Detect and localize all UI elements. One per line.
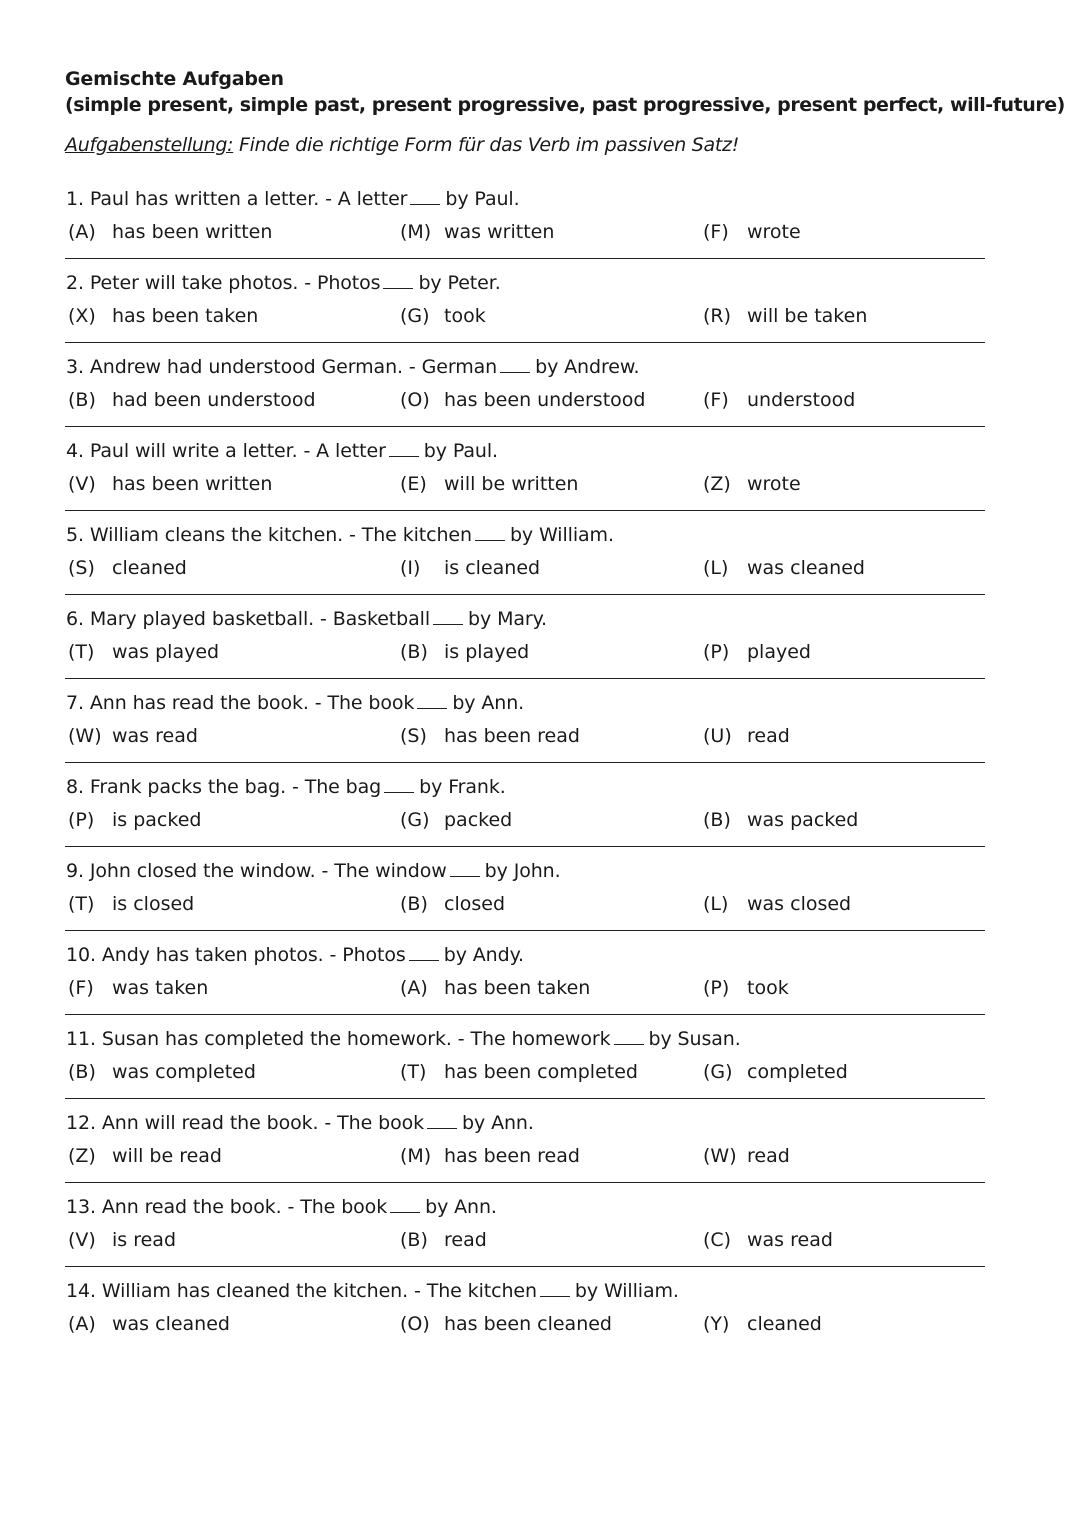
answer-option [703, 639, 811, 665]
question-text: 9. John closed the window. - The window [66, 860, 447, 882]
question-agent: by Ann. [452, 692, 525, 714]
question-sentence [66, 522, 614, 548]
option-text: wrote [747, 221, 801, 243]
answer-option [400, 639, 529, 665]
question-text: 7. Ann has read the book. - The book [66, 692, 415, 714]
question-item [65, 1278, 985, 1350]
question-sentence [66, 858, 561, 884]
answer-option [68, 891, 194, 917]
task-text: Finde die richtige Form für das Verb im passiven Satz! [233, 134, 740, 156]
answer-blank [390, 1196, 420, 1213]
question-item [65, 942, 985, 1015]
option-text: was packed [747, 809, 859, 831]
option-text: read [444, 1229, 487, 1251]
answer-option [68, 219, 272, 245]
option-letter: (I) [400, 557, 421, 579]
option-text: is played [444, 641, 530, 663]
option-text: has been written [112, 473, 273, 495]
answer-option [68, 387, 316, 413]
question-sentence [66, 606, 547, 632]
answer-option [68, 1311, 230, 1337]
question-agent: by Paul. [423, 440, 498, 462]
answer-option [400, 555, 540, 581]
answer-blank [383, 272, 413, 289]
option-letter: (O) [400, 389, 430, 411]
question-item [65, 186, 985, 259]
answer-option [400, 219, 554, 245]
answer-blank [540, 1280, 570, 1297]
question-agent: by Frank. [419, 776, 506, 798]
answer-option [68, 975, 208, 1001]
option-letter: (M) [400, 1145, 432, 1167]
question-item [65, 1110, 985, 1183]
answer-option [400, 807, 512, 833]
option-text: cleaned [112, 557, 187, 579]
option-letter: (P) [703, 977, 730, 999]
option-text: has been taken [112, 305, 259, 327]
option-letter: (S) [400, 725, 427, 747]
task-label: Aufgabenstellung: [65, 134, 234, 156]
option-letter: (B) [703, 809, 731, 831]
question-text: 11. Susan has completed the homework. - The homework [66, 1028, 611, 1050]
answer-option [703, 1311, 822, 1337]
option-letter: (F) [703, 389, 729, 411]
answer-option [400, 723, 580, 749]
option-letter: (G) [703, 1061, 733, 1083]
question-item [65, 522, 985, 595]
question-sentence [66, 690, 524, 716]
option-letter: (F) [68, 977, 94, 999]
question-text: 6. Mary played basketball. - Basketball [66, 608, 431, 630]
answer-blank [614, 1028, 644, 1045]
option-letter: (A) [68, 1313, 96, 1335]
option-letter: (A) [68, 221, 96, 243]
option-text: has been completed [444, 1061, 638, 1083]
answer-option [68, 723, 198, 749]
option-text: was played [112, 641, 220, 663]
question-sentence [66, 1194, 497, 1220]
option-text: cleaned [747, 1313, 822, 1335]
question-text: 2. Peter will take photos. - Photos [66, 272, 381, 294]
option-text: was closed [747, 893, 852, 915]
question-text: 10. Andy has taken photos. - Photos [66, 944, 406, 966]
question-item [65, 1194, 985, 1267]
answer-blank [389, 440, 419, 457]
option-letter: (O) [400, 1313, 430, 1335]
question-agent: by Mary. [468, 608, 547, 630]
option-text: had been understood [112, 389, 316, 411]
answer-option [703, 1227, 833, 1253]
question-agent: by William. [509, 524, 614, 546]
option-letter: (T) [68, 893, 95, 915]
answer-option [68, 807, 201, 833]
option-text: was cleaned [112, 1313, 230, 1335]
option-letter: (A) [400, 977, 428, 999]
option-letter: (P) [703, 641, 730, 663]
question-sentence [66, 186, 520, 212]
answer-option [703, 219, 801, 245]
option-text: played [747, 641, 811, 663]
option-letter: (W) [703, 1145, 737, 1167]
option-text: completed [747, 1061, 848, 1083]
answer-option [703, 807, 858, 833]
option-text: will be read [112, 1145, 222, 1167]
answer-option [68, 1227, 176, 1253]
answer-option [68, 1143, 222, 1169]
option-letter: (U) [703, 725, 732, 747]
answer-option [703, 387, 855, 413]
question-sentence [66, 1026, 741, 1052]
answer-blank [384, 776, 414, 793]
answer-option [703, 975, 789, 1001]
option-text: will be written [444, 473, 579, 495]
option-letter: (V) [68, 473, 96, 495]
option-text: is packed [112, 809, 202, 831]
option-text: has been taken [444, 977, 591, 999]
question-sentence [66, 942, 524, 968]
answer-blank [417, 692, 447, 709]
answer-option [703, 1059, 848, 1085]
option-text: will be taken [747, 305, 868, 327]
option-text: understood [747, 389, 856, 411]
option-letter: (V) [68, 1229, 96, 1251]
option-letter: (L) [703, 893, 729, 915]
option-text: has been understood [444, 389, 646, 411]
answer-option [400, 1143, 580, 1169]
answer-option [400, 1227, 487, 1253]
answer-option [68, 639, 219, 665]
question-text: 13. Ann read the book. - The book [66, 1196, 388, 1218]
answer-option [703, 303, 867, 329]
answer-option [703, 723, 790, 749]
answer-option [68, 1059, 256, 1085]
option-text: read [747, 1145, 790, 1167]
answer-option [68, 471, 272, 497]
option-letter: (E) [400, 473, 427, 495]
answer-option [703, 891, 851, 917]
option-letter: (B) [400, 893, 428, 915]
question-item [65, 354, 985, 427]
answer-option [400, 303, 486, 329]
worksheet-page [65, 66, 1065, 1361]
question-sentence [66, 354, 639, 380]
option-text: is cleaned [444, 557, 541, 579]
option-letter: (G) [400, 305, 430, 327]
option-letter: (C) [703, 1229, 732, 1251]
question-text: 14. William has cleaned the kitchen. - The kitchen [66, 1280, 537, 1302]
answer-option [400, 975, 590, 1001]
question-item [65, 690, 985, 763]
option-letter: (W) [68, 725, 102, 747]
question-agent: by Susan. [648, 1028, 741, 1050]
question-sentence [66, 1278, 679, 1304]
answer-option [400, 471, 578, 497]
option-letter: (B) [400, 1229, 428, 1251]
question-item [65, 270, 985, 343]
worksheet-subtitle: (simple present, simple past, present progressive, past progressive, present perfect, will-future) [65, 94, 1065, 116]
question-agent: by Paul. [445, 188, 520, 210]
question-agent: by Ann. [425, 1196, 497, 1218]
option-text: was cleaned [747, 557, 865, 579]
answer-blank [410, 188, 440, 205]
answer-option [400, 387, 645, 413]
option-text: packed [444, 809, 513, 831]
question-agent: by William. [574, 1280, 679, 1302]
question-text: 3. Andrew had understood German. - German [66, 356, 498, 378]
question-item [65, 858, 985, 931]
question-list [65, 186, 985, 1350]
answer-option [400, 1059, 638, 1085]
question-agent: by Peter. [418, 272, 501, 294]
question-text: 8. Frank packs the bag. - The bag [66, 776, 382, 798]
option-letter: (B) [68, 1061, 96, 1083]
question-sentence [66, 1110, 534, 1136]
option-letter: (G) [400, 809, 430, 831]
question-item [65, 606, 985, 679]
question-sentence [66, 438, 498, 464]
option-text: has been read [444, 725, 580, 747]
answer-option [400, 1311, 612, 1337]
question-agent: by John. [484, 860, 561, 882]
option-letter: (Z) [703, 473, 731, 495]
option-letter: (L) [703, 557, 729, 579]
option-letter: (P) [68, 809, 95, 831]
option-letter: (B) [400, 641, 428, 663]
option-text: has been read [444, 1145, 580, 1167]
option-letter: (T) [400, 1061, 427, 1083]
answer-option [68, 303, 258, 329]
answer-blank [409, 944, 439, 961]
question-agent: by Andy. [443, 944, 524, 966]
option-letter: (F) [703, 221, 729, 243]
option-letter: (B) [68, 389, 96, 411]
option-text: is closed [112, 893, 195, 915]
answer-blank [500, 356, 530, 373]
answer-blank [475, 524, 505, 541]
task-instruction [65, 132, 985, 158]
option-text: was taken [112, 977, 209, 999]
option-letter: (X) [68, 305, 96, 327]
option-text: was read [747, 1229, 833, 1251]
question-item [65, 438, 985, 511]
answer-option [703, 1143, 790, 1169]
option-letter: (Y) [703, 1313, 730, 1335]
answer-option [703, 471, 801, 497]
question-text: 5. William cleans the kitchen. - The kitchen [66, 524, 472, 546]
question-sentence [66, 270, 501, 296]
option-letter: (S) [68, 557, 95, 579]
option-letter: (R) [703, 305, 732, 327]
question-text: 1. Paul has written a letter. - A letter [66, 188, 408, 210]
question-agent: by Ann. [462, 1112, 534, 1134]
answer-blank [427, 1112, 457, 1129]
question-item [65, 1026, 985, 1099]
option-text: was written [444, 221, 555, 243]
question-item [65, 774, 985, 847]
option-text: took [747, 977, 789, 999]
option-text: has been written [112, 221, 273, 243]
option-text: is read [112, 1229, 177, 1251]
answer-blank [450, 860, 480, 877]
option-letter: (Z) [68, 1145, 96, 1167]
option-letter: (M) [400, 221, 432, 243]
answer-option [68, 555, 187, 581]
question-text: 12. Ann will read the book. - The book [66, 1112, 425, 1134]
option-text: wrote [747, 473, 801, 495]
option-text: closed [444, 893, 505, 915]
answer-blank [433, 608, 463, 625]
worksheet-title: Gemischte Aufgaben [65, 68, 284, 90]
option-text: took [444, 305, 486, 327]
option-text: was read [112, 725, 198, 747]
option-letter: (T) [68, 641, 95, 663]
option-text: has been cleaned [444, 1313, 612, 1335]
question-text: 4. Paul will write a letter. - A letter [66, 440, 386, 462]
option-text: read [747, 725, 790, 747]
option-text: was completed [112, 1061, 256, 1083]
answer-option [400, 891, 505, 917]
answer-option [703, 555, 865, 581]
question-sentence [66, 774, 506, 800]
question-agent: by Andrew. [535, 356, 640, 378]
